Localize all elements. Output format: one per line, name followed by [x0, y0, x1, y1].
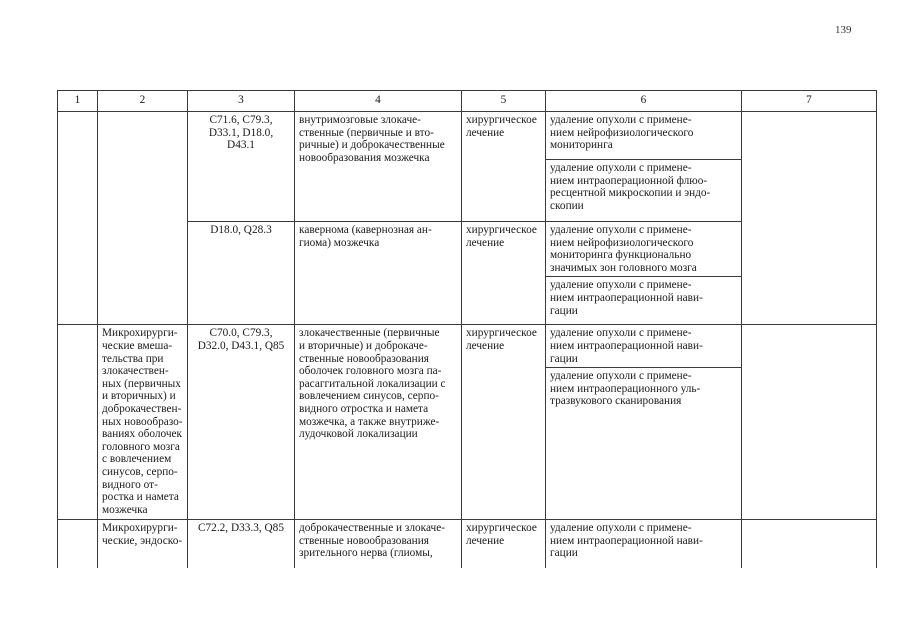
- treatment-type-cell: хирургическое лечение: [462, 222, 546, 325]
- column-7-cell: [742, 112, 877, 325]
- method-cell: удаление опухоли с примене- нием интраоперационной флюо- ресцентной микроскопии и эндо- скопии: [546, 160, 742, 222]
- intervention-name-cell: Микрохирурги- ческие, эндоско-: [98, 520, 188, 568]
- condition-cell: внутримозговые злокаче- ственные (первичные и вто- ричные) и доброкачественные новообразования мозжечка: [295, 112, 462, 222]
- row-number-cell: [58, 325, 98, 520]
- column-header-7: 7: [742, 91, 877, 112]
- condition-cell: доброкачественные и злокаче- ственные новообразования зрительного нерва (глиомы,: [295, 520, 462, 568]
- column-header-6: 6: [546, 91, 742, 112]
- column-7-cell: [742, 325, 877, 520]
- column-header-1: 1: [58, 91, 98, 112]
- header-row: [58, 91, 877, 112]
- method-cell: удаление опухоли с примене- нием интраоперационного уль- тразвукового сканирования: [546, 368, 742, 520]
- icd-codes-cell: D18.0, Q28.3: [188, 222, 295, 325]
- icd-codes-cell: C71.6, C79.3, D33.1, D18.0, D43.1: [188, 112, 295, 222]
- treatment-type-cell: хирургическое лечение: [462, 520, 546, 568]
- intervention-name-cell: [98, 112, 188, 325]
- page-number: 139: [835, 24, 852, 36]
- table-row: [58, 112, 877, 160]
- method-cell: удаление опухоли с примене- нием интраоперационной нави- гации: [546, 325, 742, 368]
- row-number-cell: [58, 112, 98, 325]
- method-cell: удаление опухоли с примене- нием нейрофизиологического мониторинга функционально значимых зон головного мозга: [546, 222, 742, 277]
- column-header-3: 3: [188, 91, 295, 112]
- column-header-5: 5: [462, 91, 546, 112]
- method-cell: удаление опухоли с примене- нием интраоперационной нави- гации: [546, 520, 742, 568]
- treatment-type-cell: хирургическое лечение: [462, 112, 546, 222]
- column-header-4: 4: [295, 91, 462, 112]
- icd-codes-cell: C72.2, D33.3, Q85: [188, 520, 295, 568]
- row-number-cell: [58, 520, 98, 568]
- condition-cell: кавернома (кавернозная ан- гиома) мозжечка: [295, 222, 462, 325]
- condition-cell: злокачественные (первичные и вторичные) и доброкаче- ственные новообразования оболочек головного мозга па- расаггитальной локализации с вовлечением синусов, серпо- видного отростка и намета мозжечка, а также внутриже- лудочковой локализации: [295, 325, 462, 520]
- table-row: [58, 325, 877, 368]
- table-row: [58, 520, 877, 568]
- column-7-cell: [742, 520, 877, 568]
- column-header-2: 2: [98, 91, 188, 112]
- medical-procedures-table: [57, 90, 877, 568]
- intervention-name-cell: Микрохирурги- ческие вмеша- тельства при злокачествен- ных (первичных и вторичных) и доброкачествен- ных новообразо- ваниях оболочек головного мозга с вовлечением синусов, серпо- видного от- ростка и намета мозжечка: [98, 325, 188, 520]
- icd-codes-cell: C70.0, C79.3, D32.0, D43.1, Q85: [188, 325, 295, 520]
- method-cell: удаление опухоли с примене- нием нейрофизиологического мониторинга: [546, 112, 742, 160]
- method-cell: удаление опухоли с примене- нием интраоперационной нави- гации: [546, 277, 742, 325]
- treatment-type-cell: хирургическое лечение: [462, 325, 546, 520]
